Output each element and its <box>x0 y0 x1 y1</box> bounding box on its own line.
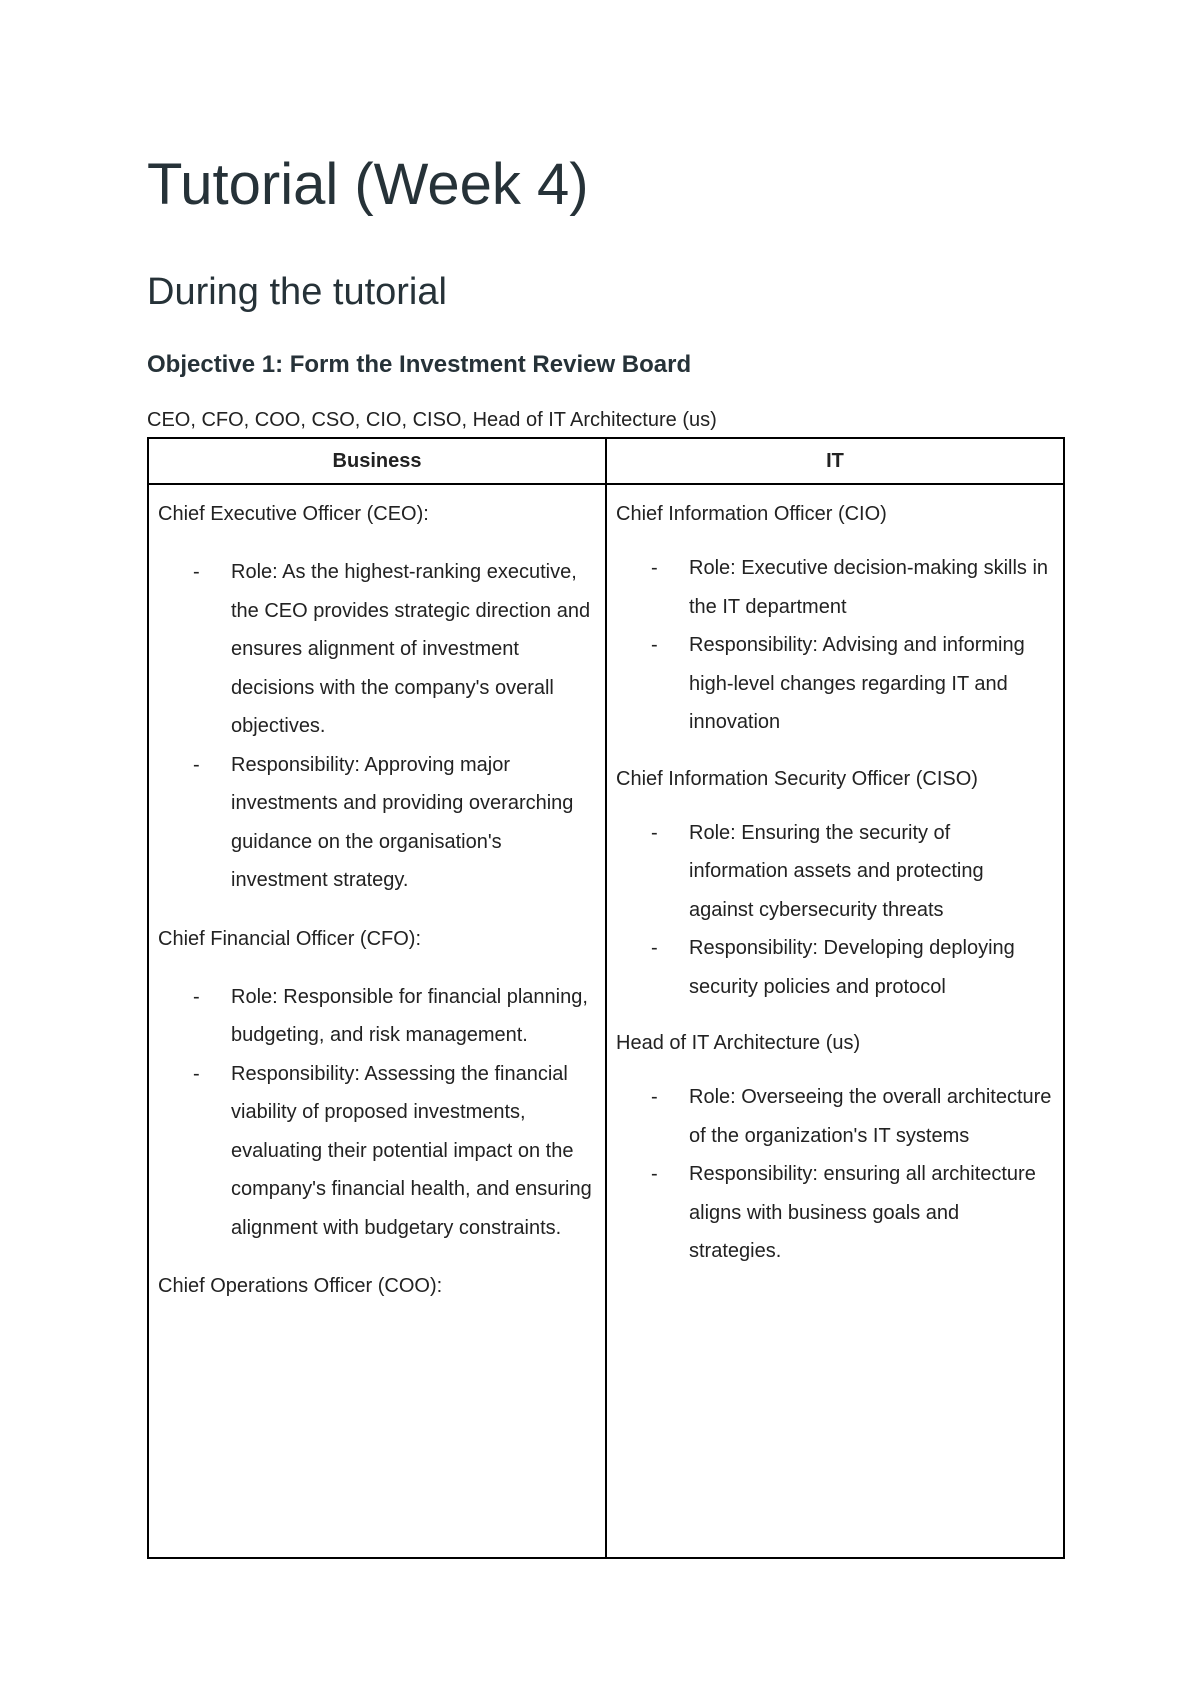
list-item: - Responsibility: ensuring all architecture aligns with business goals and strategies. <box>616 1155 1053 1271</box>
list-item: - Role: Overseeing the overall architecture of the organization's IT systems <box>616 1078 1053 1155</box>
list-item: - Responsibility: Developing deploying security policies and protocol <box>616 929 1053 1006</box>
role-heading: Chief Executive Officer (CEO): <box>158 503 429 525</box>
header-it: IT <box>606 438 1064 484</box>
role-heading: Chief Operations Officer (COO): <box>158 1275 443 1297</box>
role-heading: Chief Information Officer (CIO) <box>616 503 887 525</box>
role-heading: Chief Information Security Officer (CISO) <box>616 767 978 790</box>
role-list <box>616 549 1053 742</box>
role-block-head-it-architecture <box>616 1024 1053 1271</box>
list-item: - Role: Ensuring the security of information assets and protecting against cybersecurity threats <box>616 814 1053 930</box>
table-row <box>148 484 1064 1558</box>
role-list <box>158 978 595 1248</box>
investment-review-board-table <box>147 437 1065 1559</box>
role-list <box>616 1078 1053 1271</box>
role-list <box>616 814 1053 1007</box>
board-members-line: CEO, CFO, COO, CSO, CIO, CISO, Head of IT Architecture (us) <box>147 409 717 431</box>
role-block-coo <box>158 1267 595 1305</box>
list-item: - Role: Responsible for financial planning, budgeting, and risk management. <box>158 978 595 1055</box>
table-header-row <box>148 438 1064 484</box>
business-cell <box>148 484 606 1558</box>
role-block-ceo <box>158 495 595 900</box>
list-item: - Role: Executive decision-making skills in the IT department <box>616 549 1053 626</box>
list-item: - Responsibility: Advising and informing high-level changes regarding IT and innovation <box>616 626 1053 742</box>
list-item: - Role: As the highest-ranking executive, the CEO provides strategic direction and ensures alignment of investment decisions with the company's overall objectives. <box>158 553 595 746</box>
page-title: Tutorial (Week 4) <box>147 152 589 217</box>
role-block-cfo <box>158 920 595 1248</box>
list-item: - Responsibility: Assessing the financial viability of proposed investments, evaluating their potential impact on the company's financial health, and ensuring alignment with budgetary constraints. <box>158 1055 595 1248</box>
it-cell <box>606 484 1064 1558</box>
role-list <box>158 553 595 900</box>
role-block-ciso <box>616 760 1053 1007</box>
role-block-cio <box>616 495 1053 742</box>
section-heading: During the tutorial <box>147 271 447 313</box>
role-heading: Head of IT Architecture (us) <box>616 1032 861 1054</box>
role-heading: Chief Financial Officer (CFO): <box>158 927 422 950</box>
objective-heading: Objective 1: Form the Investment Review Board <box>147 351 692 378</box>
header-business: Business <box>148 438 606 484</box>
list-item: - Responsibility: Approving major investments and providing overarching guidance on the organisation's investment strategy. <box>158 746 595 900</box>
